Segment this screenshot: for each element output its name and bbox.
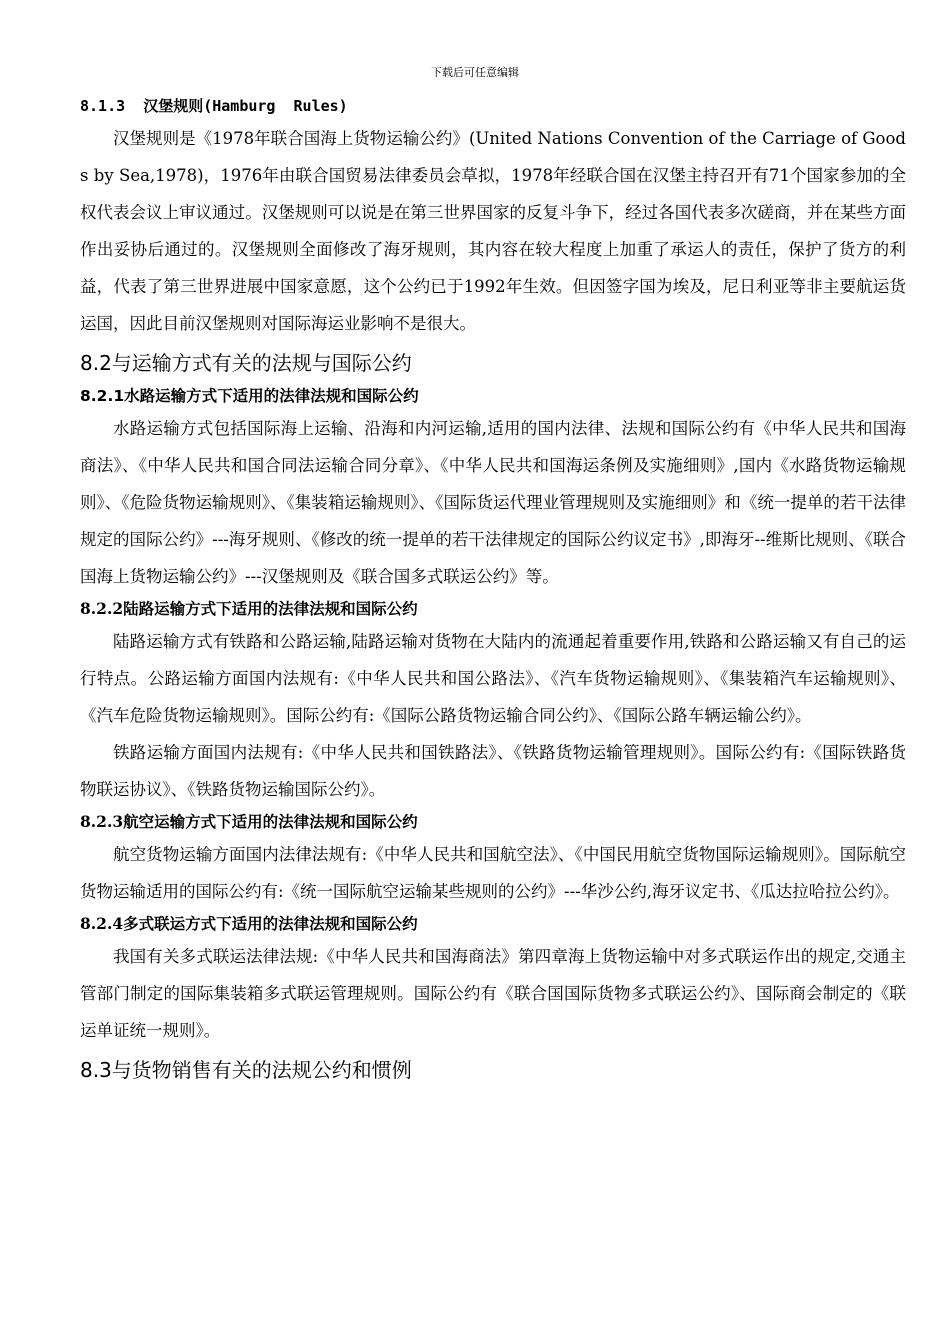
- heading-8-2-3: 8.2.3航空运输方式下适用的法律法规和国际公约: [80, 812, 418, 831]
- heading-8-2-1: 8.2.1水路运输方式下适用的法律法规和国际公约: [80, 387, 419, 405]
- paragraph-railway-transport: 铁路运输方面国内法规有:《中华人民共和国铁路法》、《铁路货物运输管理规则》。国际公约有:《国际铁路货物联运协议》、《铁路货物运输国际公约》。: [80, 743, 906, 799]
- paragraph-land-transport: 陆路运输方式有铁路和公路运输,陆路运输对货物在大陆内的流通起着重要作用,铁路和公路运输又有自己的运行特点。公路运输方面国内法规有:《中华人民共和国公路法》、《汽车货物运输规则》、《集装箱汽车运输规则》、《汽车危险货物运输规则》。国际公约有:《国际公路货物运输合同公约》、《国际公路车辆运输公约》。: [80, 632, 906, 725]
- paragraph-hamburg-rules: 汉堡规则是《1978年联合国海上货物运输公约》(United Nations Convention of the Carriage of Goods by Sea,1978)，1976年由联合国贸易法律委员会草拟，1978年经联合国在汉堡主持召开有71个国家参加的全权代表会议上审议通过。汉堡规则可以说是在第三世界国家的反复斗争下，经过各国代表多次磋商，并在某些方面作出妥协后通过的。汉堡规则全面修改了海牙规则，其内容在较大程度上加重了承运人的责任，保护了货方的利益，代表了第三世界进展中国家意愿，这个公约已于1992年生效。但因签字国为埃及，尼日利亚等非主要航运货运国，因此目前汉堡规则对国际海运业影响不是很大。: [80, 129, 906, 333]
- document-body: [80, 92, 906, 1089]
- heading-8-2: 8.2与运输方式有关的法规与国际公约: [80, 351, 412, 375]
- heading-8-2-4: 8.2.4多式联运方式下适用的法律法规和国际公约: [80, 914, 418, 933]
- heading-8-2-2: 8.2.2陆路运输方式下适用的法律法规和国际公约: [80, 599, 418, 618]
- page-header: 下载后可任意编辑: [431, 66, 519, 79]
- heading-8-1-3: 8.1.3 汉堡规则(Hamburg Rules): [80, 97, 348, 115]
- paragraph-air-transport: 航空货物运输方面国内法律法规有:《中华人民共和国航空法》、《中国民用航空货物国际运输规则》。国际航空货物运输适用的国际公约有:《统一国际航空运输某些规则的公约》---华沙公约,海牙议定书、《瓜达拉哈拉公约》。: [80, 845, 906, 901]
- paragraph-water-transport: 水路运输方式包括国际海上运输、沿海和内河运输,适用的国内法律、法规和国际公约有《中华人民共和国海商法》、《中华人民共和国合同法运输合同分章》、《中华人民共和国海运条例及实施细则》,国内《水路货物运输规则》、《危险货物运输规则》、《集装箱运输规则》、《国际货运代理业管理规则及实施细则》和《统一提单的若干法律规定的国际公约》---海牙规则、《修改的统一提单的若干法律规定的国际公约议定书》,即海牙--维斯比规则、《联合国海上货物运输公约》---汉堡规则及《联合国多式联运公约》等。: [80, 419, 906, 586]
- heading-8-3: 8.3与货物销售有关的法规公约和惯例: [80, 1058, 412, 1082]
- paragraph-multimodal-transport: 我国有关多式联运法律法规:《中华人民共和国海商法》第四章海上货物运输中对多式联运作出的规定,交通主管部门制定的国际集装箱多式联运管理规则。国际公约有《联合国国际货物多式联运公约》、国际商会制定的《联运单证统一规则》。: [80, 947, 906, 1040]
